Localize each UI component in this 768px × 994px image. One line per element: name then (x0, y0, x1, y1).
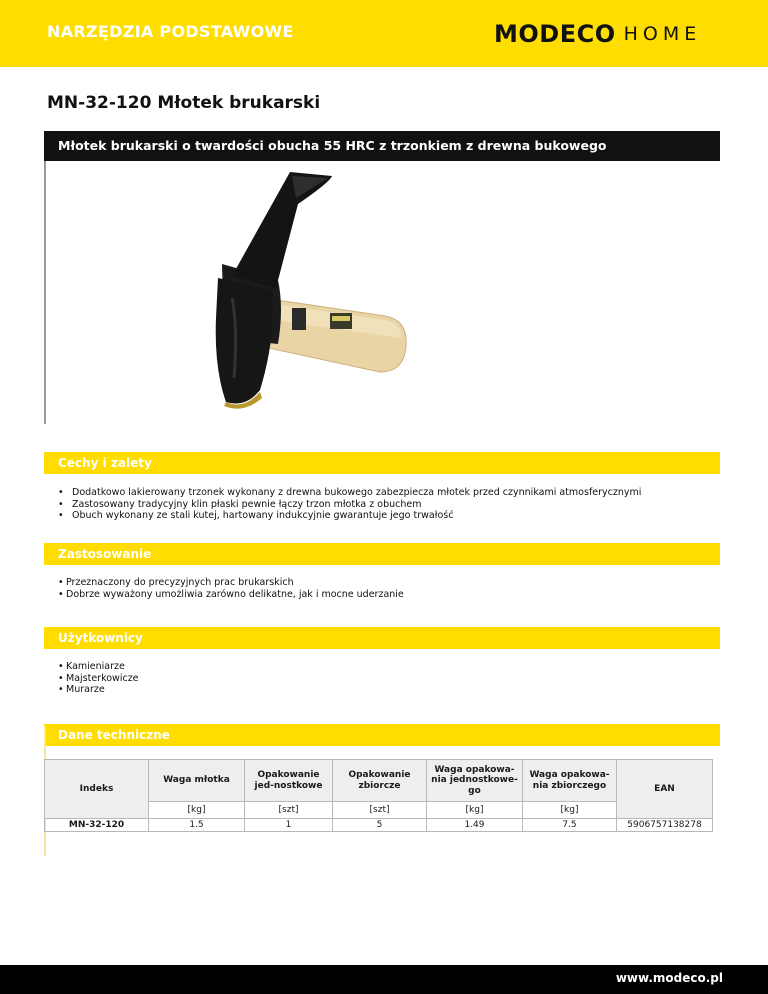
section-features-header (44, 452, 720, 474)
users-list (58, 661, 139, 696)
section-features-title: Cechy i zalety (58, 456, 152, 470)
section-tech-title: Dane techniczne (58, 728, 170, 742)
features-list (58, 487, 641, 522)
table-cell: 5 (333, 819, 427, 832)
header-bar (0, 0, 768, 67)
list-item: • Przeznaczony do precyzyjnych prac brukarskich (58, 577, 404, 589)
section-users-header (44, 627, 720, 649)
usage-list (58, 577, 404, 600)
list-item: • Zastosowany tradycyjny klin płaski pewnie łączy trzon młotka z obuchem (58, 499, 641, 511)
table-header-cell: Opakowanie jed-nostkowe (245, 760, 333, 802)
table-cell: 7.5 (523, 819, 617, 832)
list-item: • Kamieniarze (58, 661, 139, 673)
table-unit-cell: [kg] (149, 802, 245, 819)
table-cell: 1 (245, 819, 333, 832)
product-subtitle: Młotek brukarski o twardości obucha 55 HRC z trzonkiem z drewna bukowego (58, 138, 607, 153)
table-unit-cell: [szt] (333, 802, 427, 819)
table-unit-cell: [kg] (523, 802, 617, 819)
category-title: NARZĘDZIA PODSTAWOWE (47, 22, 294, 41)
list-item: • Obuch wykonany ze stali kutej, hartowany indukcyjnie gwarantuje jego trwałość (58, 510, 641, 522)
list-item: • Murarze (58, 684, 139, 696)
logo-sub-text: HOME (623, 23, 702, 45)
table-cell: 1.49 (427, 819, 523, 832)
table-header-cell: Opakowanie zbiorcze (333, 760, 427, 802)
table-cell: MN-32-120 (45, 819, 149, 832)
table-unit-cell: [szt] (245, 802, 333, 819)
divider (44, 161, 46, 424)
list-item: • Dobrze wyważony umożliwia zarówno delikatne, jak i mocne uderzanie (58, 589, 404, 601)
table-row (45, 819, 713, 832)
table-header-cell: Waga młotka (149, 760, 245, 802)
list-item: • Majsterkowicze (58, 673, 139, 685)
table-header-cell: Indeks (45, 760, 149, 819)
footer-url[interactable]: www.modeco.pl (615, 971, 723, 985)
table-header-cell: Waga opakowa-nia jednostkowe-go (427, 760, 523, 802)
footer-bar (0, 965, 768, 994)
section-usage-header (44, 543, 720, 565)
section-usage-title: Zastosowanie (58, 547, 152, 561)
logo-main-text: MODECO (494, 20, 616, 48)
table-header-cell: Waga opakowa-nia zbiorczego (523, 760, 617, 802)
subtitle-band (44, 131, 720, 161)
list-item: • Dodatkowo lakierowany trzonek wykonany z drewna bukowego zabezpiecza młotek przed czynnikami atmosferycznymi (58, 487, 641, 499)
table-unit-cell: [kg] (427, 802, 523, 819)
hammer-photo (180, 168, 420, 418)
spec-table (44, 759, 713, 832)
section-tech-header (44, 724, 720, 746)
product-title: MN-32-120 Młotek brukarski (47, 93, 321, 113)
table-cell: 5906757138278 (617, 819, 713, 832)
table-header-cell: EAN (617, 760, 713, 819)
brand-logo (494, 19, 701, 49)
section-users-title: Użytkownicy (58, 631, 143, 645)
table-cell: 1.5 (149, 819, 245, 832)
